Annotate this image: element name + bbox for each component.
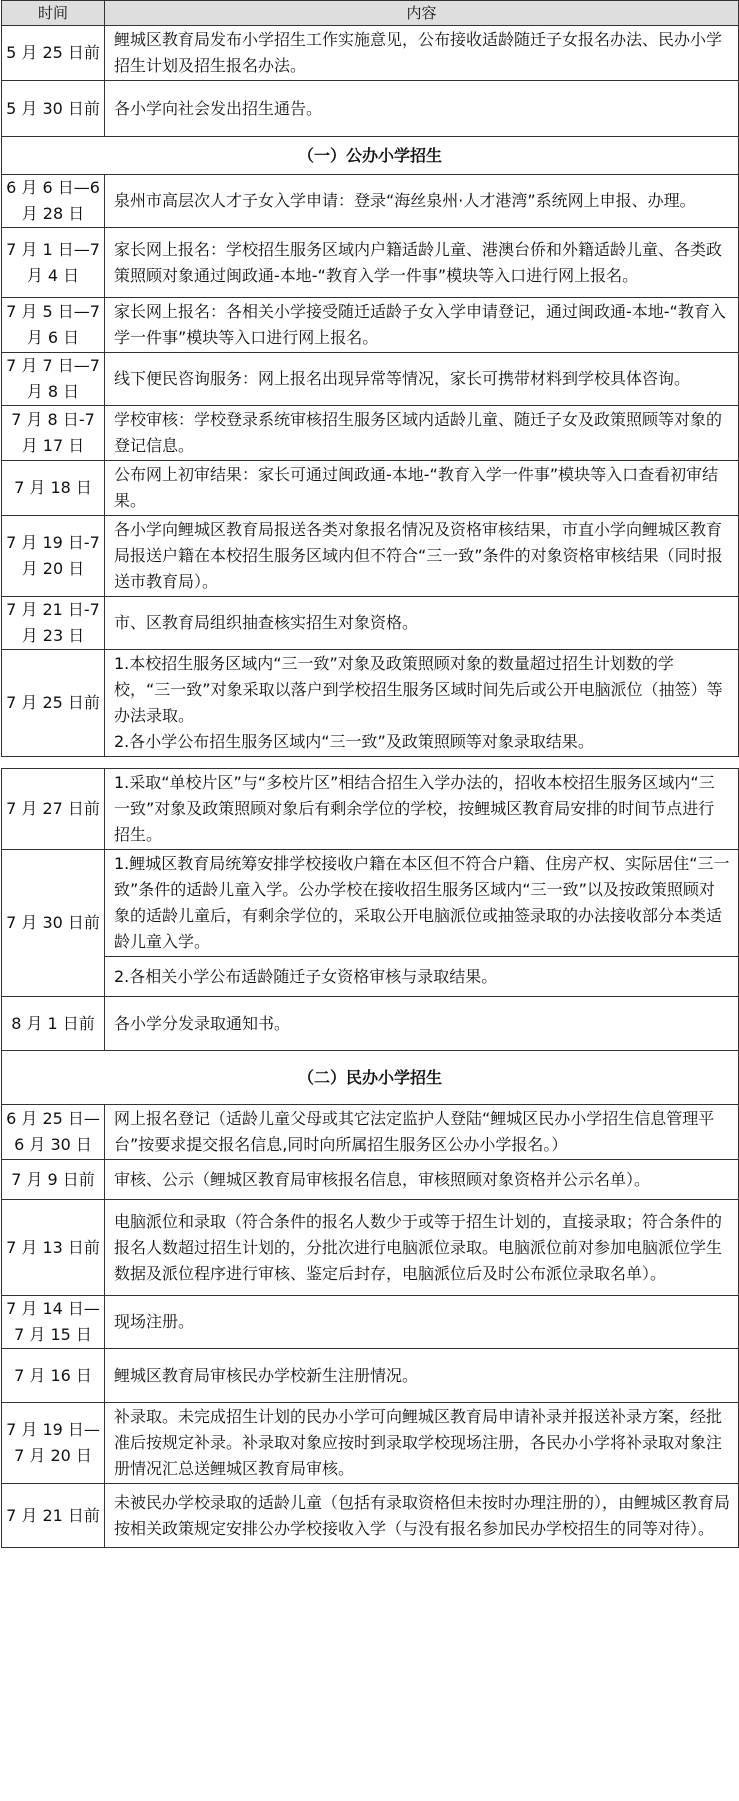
row-content — [105, 1484, 739, 1548]
public-schedule-row — [2, 461, 739, 516]
intro-row — [2, 81, 739, 137]
row-time: 7 月 16 日 — [2, 1349, 105, 1403]
row-content — [105, 1349, 739, 1403]
row-content — [105, 26, 739, 81]
section-title: （二）民办小学招生 — [2, 1051, 739, 1105]
private-schedule-row — [2, 1296, 739, 1349]
content-paragraph: 线下便民咨询服务：网上报名出现异常等情况，家长可携带材料到学校具体咨询。 — [114, 369, 691, 388]
row-time: 7 月 21 日-7 月 23 日 — [2, 597, 105, 650]
public-schedule-row — [2, 650, 739, 757]
page-break-cell — [2, 757, 739, 769]
row-content — [105, 461, 739, 516]
private-school-section-header — [2, 1051, 739, 1105]
row-time: 7 月 25 日前 — [2, 650, 105, 757]
content-paragraph: 补录取。未完成招生计划的民办小学可向鲤城区教育局申请补录并报送补录方案，经批准后按规定补录。补录取对象应按时到录取学校现场注册，各民办小学将补录取对象注册情况汇总送鲤城区教育局审核。 — [114, 1407, 723, 1478]
content-paragraph: 审核、公示（鲤城区教育局审核报名信息，审核照顾对象资格并公示名单）。 — [114, 1169, 651, 1189]
row-time: 7 月 13 日前 — [2, 1200, 105, 1296]
row-content — [105, 175, 739, 228]
content-paragraph: 家长网上报名：各相关小学接受随迁适龄子女入学申请登记，通过闽政通-本地-“教育入学一件事”模块等入口进行网上报名。 — [114, 302, 726, 347]
row-time: 7 月 18 日 — [2, 461, 105, 516]
row-content: 1.鲤城区教育局统筹安排学校接收户籍在本区但不符合户籍、住房产权、实际居住“三一致”条件的适龄儿童入学。公办学校在接收招生服务区域内“三一致”以及按政策照顾对象的适龄儿童后，有剩余学位的，采取公开电脑派位或抽签录取的办法接收部分本类适龄儿童入学。 — [105, 850, 739, 957]
public-schedule-row — [2, 298, 739, 353]
section-title: （一）公办小学招生 — [2, 137, 739, 175]
row-content — [105, 353, 739, 406]
private-schedule-row — [2, 1105, 739, 1160]
public-schedule-row — [2, 406, 739, 461]
content-column-header: 内容 — [105, 1, 739, 26]
row-time: 7 月 19 日-7 月 20 日 — [2, 516, 105, 597]
row-content — [105, 1403, 739, 1484]
row-content — [105, 1296, 739, 1349]
schedule-table — [1, 0, 739, 1548]
row-content — [105, 1200, 739, 1296]
row-content — [105, 650, 739, 757]
public-schedule-row — [2, 353, 739, 406]
public-school-section-header — [2, 137, 739, 175]
public-schedule-row-0730-b — [2, 957, 739, 997]
row-time: 7 月 9 日前 — [2, 1160, 105, 1200]
public-schedule-row-0801 — [2, 997, 739, 1051]
page-break-gap — [2, 757, 739, 769]
public-schedule-row — [2, 516, 739, 597]
row-content — [105, 1105, 739, 1160]
content-paragraph: 市、区教育局组织抽查核实招生对象资格。 — [114, 613, 419, 632]
row-time: 7 月 27 日前 — [2, 769, 105, 850]
row-time: 7 月 5 日—7 月 6 日 — [2, 298, 105, 353]
public-schedule-row — [2, 175, 739, 228]
content-paragraph: 各小学向社会发出招生通告。 — [114, 98, 323, 118]
row-content — [105, 516, 739, 597]
row-content — [105, 769, 739, 850]
private-schedule-row — [2, 1403, 739, 1484]
row-time: 7 月 30 日前 — [2, 850, 105, 997]
content-paragraph: 学校审核：学校登录系统审核招生服务区域内适龄儿童、随迁子女及政策照顾等对象的登记信息。 — [114, 410, 723, 455]
row-time: 5 月 30 日前 — [2, 81, 105, 137]
content-paragraph: 1.采取“单校片区”与“多校片区”相结合招生入学办法的，招收本校招生服务区域内“三一致”对象及政策照顾对象后有剩余学位的学校，按鲤城区教育局安排的时间节点进行招生。 — [114, 773, 715, 844]
public-schedule-row — [2, 597, 739, 650]
content-paragraph: 2.各小学公布招生服务区域内“三一致”及政策照顾等对象录取结果。 — [114, 732, 594, 751]
row-time: 7 月 1 日—7 月 4 日 — [2, 228, 105, 298]
public-schedule-row-0730 — [2, 850, 739, 957]
public-schedule-row — [2, 769, 739, 850]
private-schedule-row — [2, 1349, 739, 1403]
row-time: 7 月 8 日-7 月 17 日 — [2, 406, 105, 461]
row-content: 2.各相关小学公布适龄随迁子女资格审核与录取结果。 — [105, 957, 739, 997]
content-paragraph: 未被民办学校录取的适龄儿童（包括有录取资格但未按时办理注册的），由鲤城区教育局按相关政策规定安排公办学校接收入学（与没有报名参加民办学校招生的同等对待）。 — [114, 1492, 731, 1538]
row-content — [105, 298, 739, 353]
private-schedule-row — [2, 1160, 739, 1200]
row-time: 6 月 6 日—6 月 28 日 — [2, 175, 105, 228]
row-time: 7 月 14 日—7 月 15 日 — [2, 1296, 105, 1349]
row-content — [105, 1160, 739, 1200]
intro-row — [2, 26, 739, 81]
content-paragraph: 鲤城区教育局审核民办学校新生注册情况。 — [114, 1365, 419, 1385]
row-time: 5 月 25 日前 — [2, 26, 105, 81]
row-time: 7 月 19 日—7 月 20 日 — [2, 1403, 105, 1484]
private-schedule-row — [2, 1200, 739, 1296]
content-paragraph: 电脑派位和录取（符合条件的报名人数少于或等于招生计划的，直接录取；符合条件的报名人数超过招生计划的，分批次进行电脑派位录取。电脑派位前对参加电脑派位学生数据及派位程序进行审核、鉴定后封存，电脑派位后及时公布派位录取名单）。 — [114, 1211, 723, 1283]
content-paragraph: 家长网上报名：学校招生服务区域内户籍适龄儿童、港澳台侨和外籍适龄儿童、各类政策照顾对象通过闽政通-本地-“教育入学一件事”模块等入口进行网上报名。 — [114, 239, 723, 285]
header-row — [2, 1, 739, 26]
row-content — [105, 228, 739, 298]
schedule-table-body — [2, 26, 739, 1548]
row-content — [105, 81, 739, 137]
content-paragraph: 鲤城区教育局发布小学招生工作实施意见，公布接收适龄随迁子女报名办法、民办小学招生计划及招生报名办法。 — [114, 30, 723, 75]
content-paragraph: 各小学向鲤城区教育局报送各类对象报名情况及资格审核结果，市直小学向鲤城区教育局报送户籍在本校招生服务区域内但不符合“三一致”条件的对象资格审核结果（同时报送市教育局）。 — [114, 520, 723, 591]
row-time: 7 月 21 日前 — [2, 1484, 105, 1548]
row-content — [105, 597, 739, 650]
row-time: 7 月 7 日—7 月 8 日 — [2, 353, 105, 406]
time-column-header: 时间 — [2, 1, 105, 26]
content-paragraph: 网上报名登记（适龄儿童父母或其它法定监护人登陆“鲤城区民办小学招生信息管理平台”按要求提交报名信息,同时向所属招生服务区公办小学报名。） — [114, 1109, 715, 1154]
content-paragraph: 泉州市高层次人才子女入学申请：登录“海丝泉州·人才港湾”系统网上申报、办理。 — [114, 191, 696, 210]
row-time: 6 月 25 日—6 月 30 日 — [2, 1105, 105, 1160]
row-time: 8 月 1 日前 — [2, 997, 105, 1051]
row-content — [105, 406, 739, 461]
row-content: 各小学分发录取通知书。 — [105, 997, 739, 1051]
private-schedule-row — [2, 1484, 739, 1548]
content-paragraph: 现场注册。 — [114, 1312, 195, 1331]
public-schedule-row — [2, 228, 739, 298]
content-paragraph: 公布网上初审结果：家长可通过闽政通-本地-“教育入学一件事”模块等入口查看初审结果。 — [114, 465, 719, 510]
content-paragraph: 1.本校招生服务区域内“三一致”对象及政策照顾对象的数量超过招生计划数的学校，“三一致”对象采取以落户到学校招生服务区域时间先后或公开电脑派位（抽签）等办法录取。 — [114, 654, 723, 725]
